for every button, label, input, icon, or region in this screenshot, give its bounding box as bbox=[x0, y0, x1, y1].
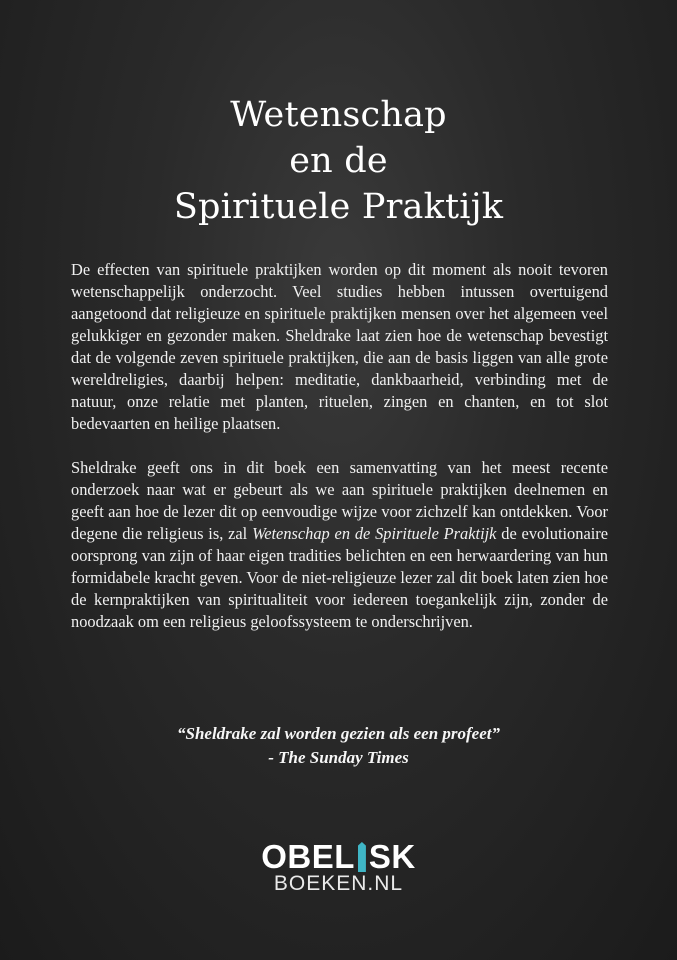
book-title bbox=[0, 92, 677, 230]
publisher-logo bbox=[0, 840, 677, 895]
paragraph-2-end: de evolutionaire oorsprong van zijn of haar eigen tradities belichten en een herwaardering van hun formidabele kracht geven. Voor de niet-religieuze lezer zal dit boek laten zien hoe de kernpraktijken van spiritualiteit voor iedereen toegankelijk zijn, zonder de noodzaak om een religieus geloofssysteem te onderschrijven. bbox=[71, 524, 609, 631]
quote-text: “Sheldrake zal worden gezien als een profeet” bbox=[177, 724, 500, 743]
logo-text-right: SK bbox=[368, 838, 416, 875]
quote-source: - The Sunday Times bbox=[268, 748, 409, 767]
title-line-2: en de bbox=[289, 141, 388, 181]
logo-text-left: OBEL bbox=[261, 838, 355, 875]
book-title-italic: Wetenschap en de Spirituele Praktijk bbox=[252, 524, 497, 543]
title-line-3: Spirituele Praktijk bbox=[173, 187, 504, 227]
title-line-1: Wetenschap bbox=[230, 95, 447, 135]
blurb-paragraph-2 bbox=[71, 457, 608, 633]
logo-subtext: BOEKEN.NL bbox=[273, 872, 404, 895]
blurb-paragraph-1: De effecten van spirituele praktijken worden op dit moment als nooit tevoren wetenschappelijk onderzocht. Veel studies hebben intussen overtuigend aangetoond dat religieuze en spirituele praktijken mensen over het algemeen veel gelukkiger en gezonder maken. Sheldrake laat zien hoe de wetenschap bevestigt dat de volgende zeven spirituele praktijken, die aan de basis liggen van alle grote wereldreligies, daarbij helpen: meditatie, dankbaarheid, verbinding met de natuur, onze relatie met planten, rituelen, zingen en chanten, en tot slot bedevaarten en heilige plaatsen. bbox=[71, 260, 608, 433]
review-quote bbox=[0, 722, 677, 770]
blurb bbox=[71, 259, 608, 655]
obelisk-icon bbox=[358, 842, 366, 872]
paragraph-2-start: Sheldrake geeft ons in dit boek een samenvatting van het meest recente onderzoek naar wat er gebeurt als we aan spirituele praktijken deelnemen en geeft aan hoe de lezer dit op eenvoudige wijze voor zichzelf kan ontdekken. Voor degene die religieus is, zal bbox=[71, 458, 608, 543]
logo-wordmark bbox=[261, 840, 416, 874]
